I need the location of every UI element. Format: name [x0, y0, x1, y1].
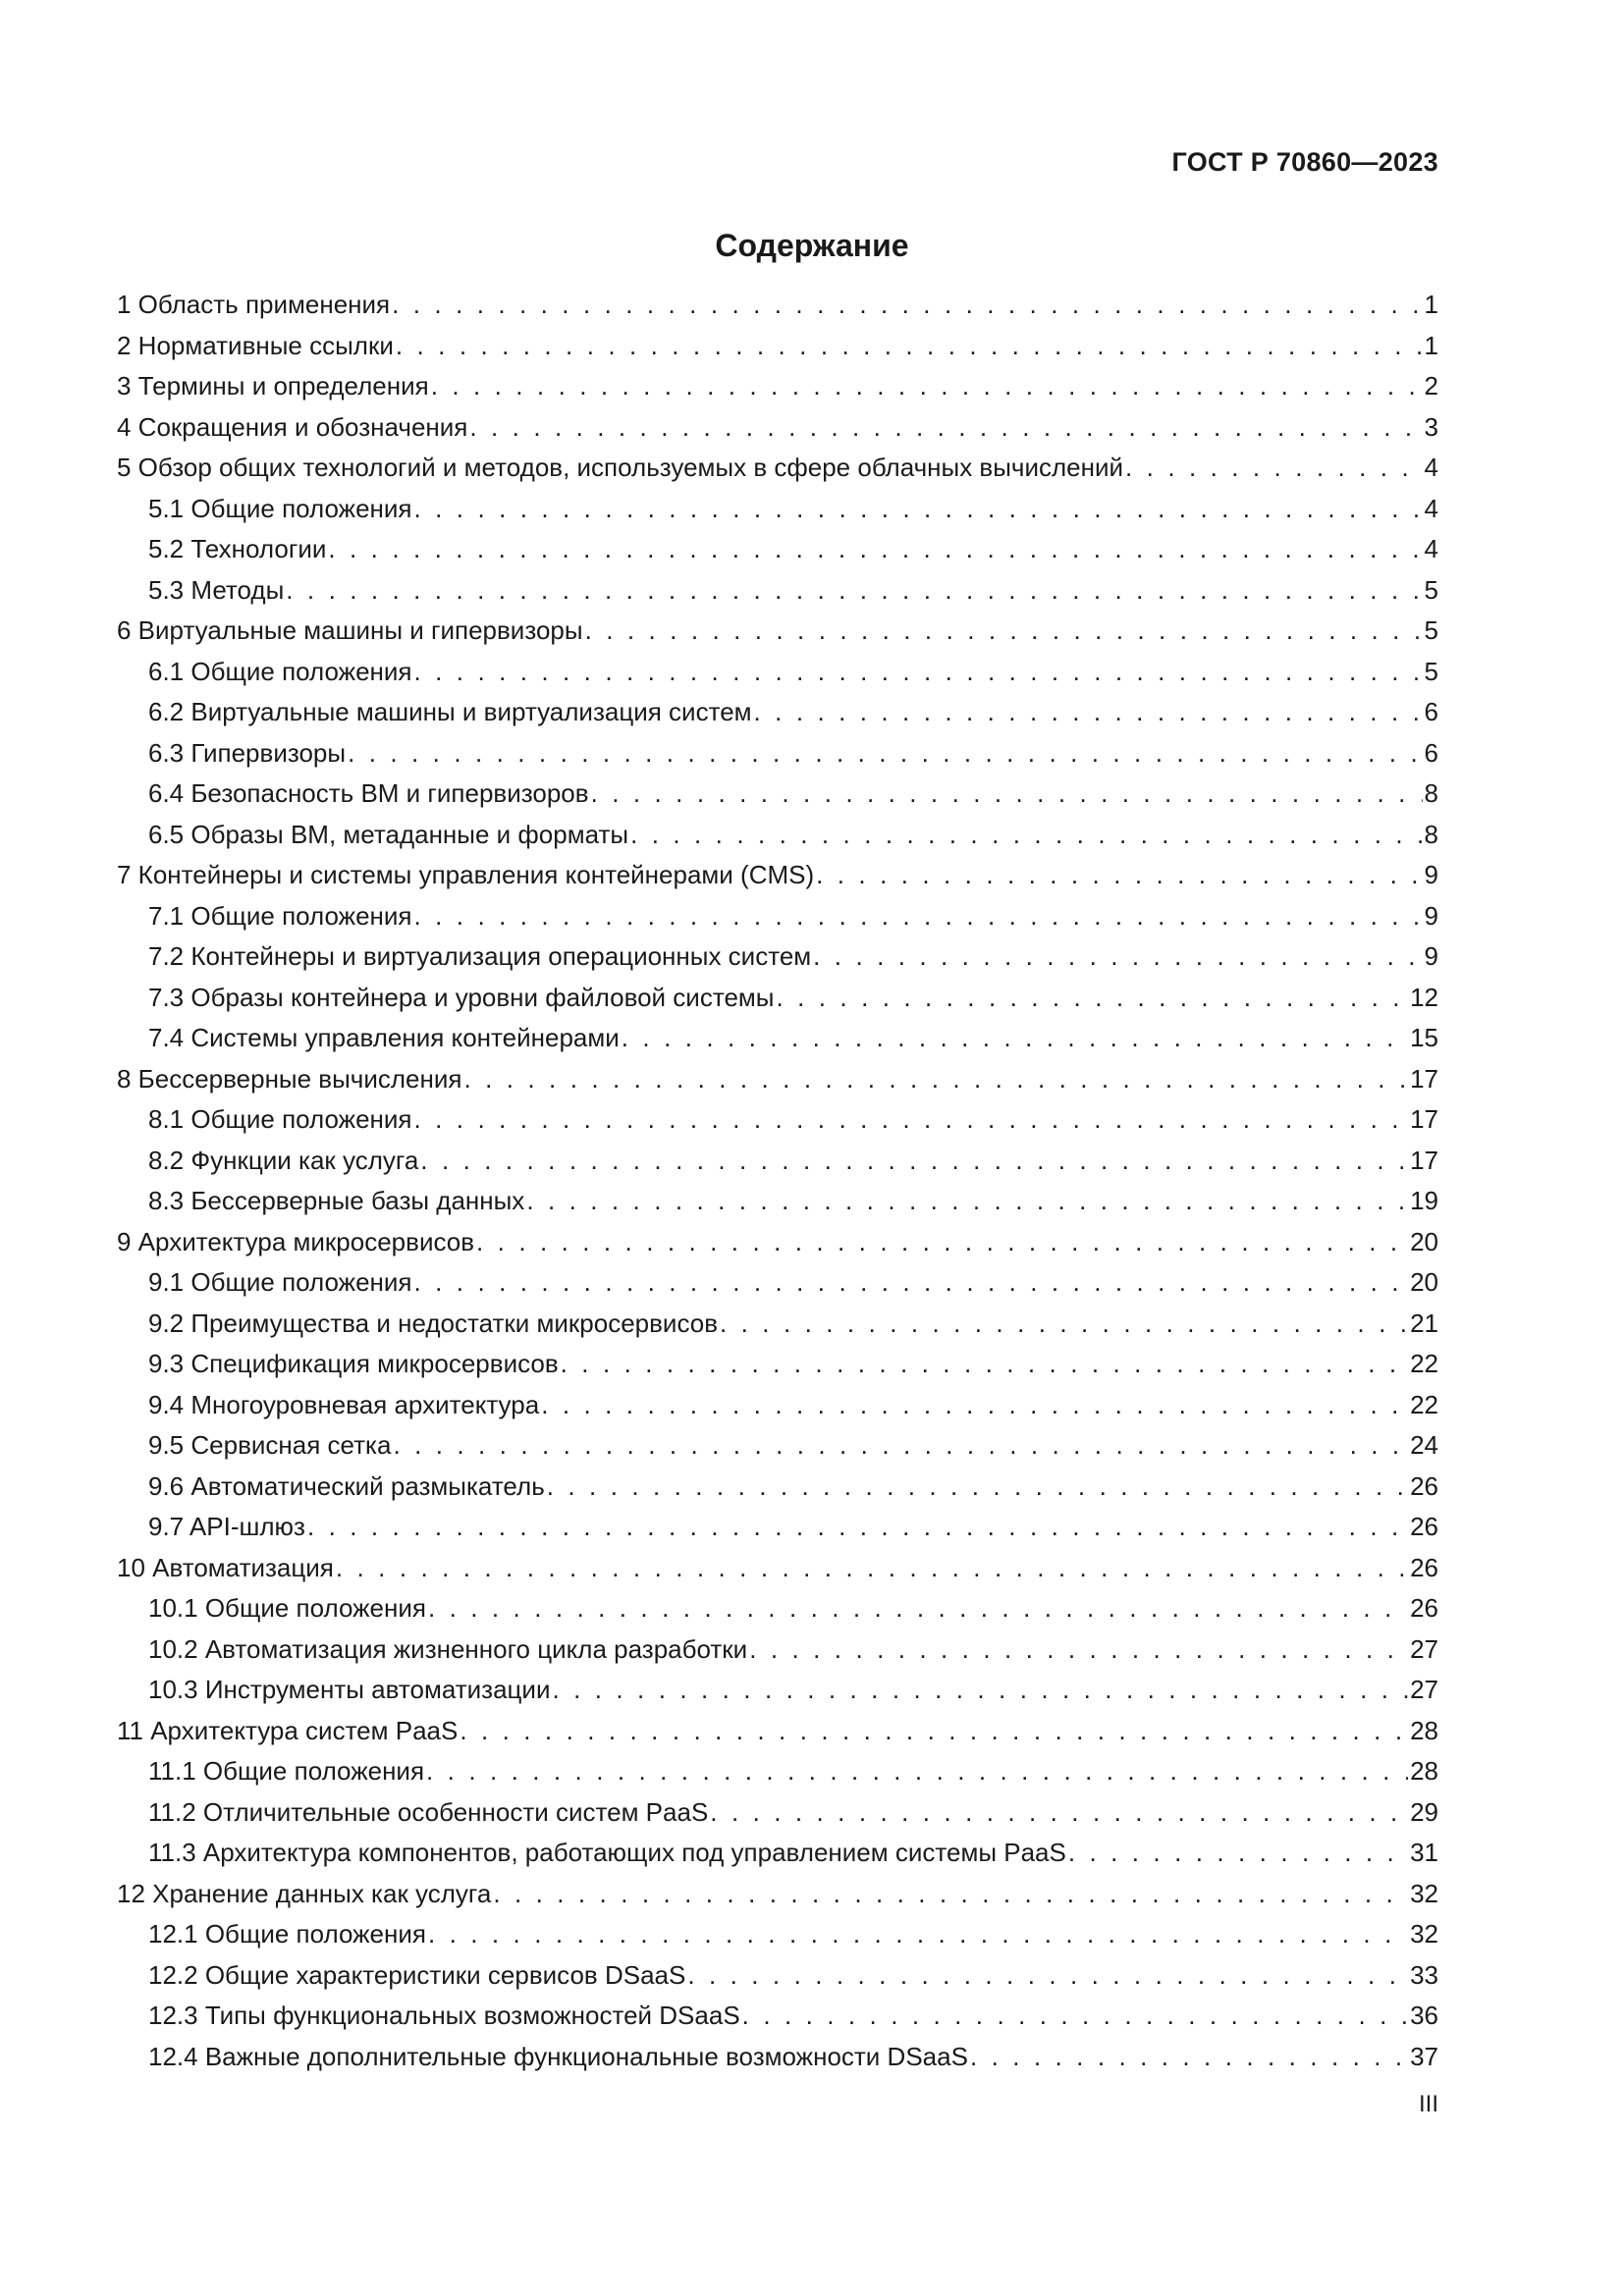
toc-entry[interactable] [117, 774, 1438, 815]
toc-dot-leader [816, 855, 1422, 896]
toc-entry-page: 20 [1410, 1226, 1438, 1256]
toc-entry-page: 28 [1410, 1756, 1438, 1786]
toc-dot-leader [393, 1425, 1408, 1467]
toc-entry[interactable] [117, 815, 1438, 856]
toc-dot-leader [561, 1344, 1408, 1385]
toc-entry-page: 32 [1410, 1878, 1438, 1908]
toc-entry-page: 33 [1410, 1959, 1438, 1990]
toc-entry-label: 6.2 Виртуальные машины и виртуализация систем [148, 697, 752, 726]
toc-entry[interactable] [117, 1467, 1438, 1508]
toc-entry-page: 24 [1410, 1430, 1438, 1460]
toc-entry[interactable] [117, 529, 1438, 570]
toc-entry[interactable] [117, 1874, 1438, 1915]
toc-entry-page: 9 [1424, 900, 1438, 931]
toc-entry-label: 5.1 Общие положения [148, 493, 412, 523]
toc-dot-leader [591, 774, 1423, 815]
toc-entry[interactable] [117, 1914, 1438, 1955]
toc-dot-leader [1125, 448, 1423, 489]
toc-dot-leader [414, 896, 1423, 937]
toc-entry-label: 3 Термины и определения [117, 371, 429, 400]
toc-entry-label: 6 Виртуальные машины и гипервизоры [117, 615, 583, 645]
toc-dot-leader [348, 733, 1422, 774]
toc-entry-page: 19 [1410, 1186, 1438, 1215]
toc-dot-leader [476, 1222, 1408, 1263]
toc-dot-leader [1068, 1833, 1408, 1874]
toc-entry-page: 20 [1410, 1267, 1438, 1297]
toc-dot-leader [541, 1385, 1408, 1426]
toc-dot-leader [585, 611, 1423, 652]
toc-entry[interactable] [117, 692, 1438, 733]
toc-entry-page: 1 [1424, 330, 1438, 360]
toc-entry[interactable] [117, 1181, 1438, 1222]
toc-entry-page: 26 [1410, 1470, 1438, 1501]
toc-dot-leader [970, 2037, 1408, 2078]
toc-dot-leader [428, 1588, 1408, 1629]
page-number: III [1418, 2091, 1438, 2117]
toc-dot-leader [622, 1018, 1408, 1059]
toc-entry[interactable] [117, 733, 1438, 774]
toc-entry[interactable] [117, 1304, 1438, 1345]
document-id-header: ГОСТ Р 70860—2023 [1171, 147, 1438, 177]
toc-entry-label: 9.6 Автоматический размыкатель [148, 1470, 545, 1501]
toc-entry-label: 11.2 Отличительные особенности систем PaaS [148, 1796, 709, 1827]
toc-entry-label: 6.1 Общие положения [148, 656, 412, 686]
toc-entry[interactable] [117, 1099, 1438, 1141]
toc-dot-leader [392, 285, 1422, 326]
toc-entry-label: 12.3 Типы функциональных возможностей DSaaS [148, 2001, 740, 2030]
toc-dot-leader [720, 1304, 1408, 1345]
toc-entry-label: 6.4 Безопасность ВМ и гипервизоров [148, 778, 589, 808]
toc-entry[interactable] [117, 1670, 1438, 1711]
toc-entry-page: 17 [1410, 1063, 1438, 1094]
toc-entry-page: 29 [1410, 1796, 1438, 1827]
toc-entry[interactable] [117, 1588, 1438, 1629]
toc-entry-page: 12 [1410, 982, 1438, 1012]
toc-entry-label: 5 Обзор общих технологий и методов, используемых в сфере облачных вычислений [117, 453, 1124, 482]
toc-entry[interactable] [117, 366, 1438, 407]
toc-entry-page: 37 [1410, 2041, 1438, 2071]
toc-entry-label: 6.3 Гипервизоры [148, 737, 347, 768]
toc-dot-leader [749, 1629, 1408, 1671]
toc-entry-label: 11.3 Архитектура компонентов, работающих под управлением системы PaaS [148, 1838, 1066, 1867]
toc-entry-page: 26 [1410, 1512, 1438, 1541]
toc-entry[interactable] [117, 1996, 1438, 2037]
toc-entry-label: 9.2 Преимущества и недостатки микросервисов [148, 1308, 719, 1338]
toc-dot-leader [776, 978, 1408, 1019]
toc-dot-leader [414, 652, 1423, 693]
toc-entry-label: 7.4 Системы управления контейнерами [148, 1023, 620, 1052]
toc-entry[interactable] [117, 611, 1438, 652]
toc-entry-label: 6.5 Образы ВМ, метаданные и форматы [148, 819, 629, 849]
toc-entry[interactable] [117, 936, 1438, 978]
toc-entry-label: 9.5 Сервисная сетка [148, 1430, 392, 1460]
toc-entry[interactable] [117, 1629, 1438, 1671]
toc-entry-label: 11.1 Общие положения [148, 1756, 425, 1786]
toc-entry-page: 27 [1410, 1633, 1438, 1664]
toc-dot-leader [414, 1262, 1409, 1304]
toc-entry[interactable] [117, 1425, 1438, 1467]
toc-entry-page: 6 [1424, 737, 1438, 768]
toc-dot-leader [431, 366, 1423, 407]
toc-dot-leader [754, 692, 1423, 733]
toc-entry[interactable] [117, 1792, 1438, 1834]
toc-dot-leader [328, 529, 1422, 570]
toc-entry-page: 1 [1424, 290, 1438, 319]
toc-dot-leader [742, 1996, 1408, 2037]
toc-entry[interactable] [117, 448, 1438, 489]
toc-entry-label: 4 Сокращения и обозначения [117, 411, 468, 442]
toc-entry[interactable] [117, 1751, 1438, 1792]
toc-entry-page: 4 [1424, 534, 1438, 563]
toc-entry-label: 7.3 Образы контейнера и уровни файловой системы [148, 982, 775, 1012]
toc-entry-label: 8.2 Функции как услуга [148, 1145, 419, 1175]
toc-entry-page: 32 [1410, 1919, 1438, 1949]
toc-entry[interactable] [117, 326, 1438, 367]
toc-dot-leader [526, 1181, 1408, 1222]
toc-entry-label: 10.3 Инструменты автоматизации [148, 1675, 551, 1704]
toc-entry-label: 5.3 Методы [148, 574, 285, 605]
toc-entry-label: 8.3 Бессерверные базы данных [148, 1186, 525, 1215]
toc-entry-page: 17 [1410, 1145, 1438, 1175]
toc-entry[interactable] [117, 1344, 1438, 1385]
toc-entry[interactable] [117, 1507, 1438, 1548]
toc-dot-leader [710, 1792, 1408, 1834]
toc-dot-leader [463, 1059, 1408, 1100]
toc-entry-label: 2 Нормативные ссылки [117, 330, 394, 360]
toc-dot-leader [547, 1467, 1408, 1508]
toc-entry-page: 2 [1424, 371, 1438, 400]
toc-entry-page: 22 [1410, 1349, 1438, 1378]
toc-entry-page: 26 [1410, 1552, 1438, 1582]
toc-entry-page: 5 [1424, 656, 1438, 686]
toc-entry[interactable] [117, 1262, 1438, 1304]
toc-entry[interactable] [117, 1059, 1438, 1100]
page-title: Содержание [715, 228, 909, 263]
toc-entry-page: 5 [1424, 574, 1438, 605]
toc-entry[interactable] [117, 1222, 1438, 1263]
toc-entry-page: 31 [1410, 1838, 1438, 1867]
toc-dot-leader [493, 1874, 1408, 1915]
toc-entry-page: 8 [1424, 819, 1438, 849]
toc-entry-page: 22 [1410, 1389, 1438, 1419]
toc-entry-page: 9 [1424, 860, 1438, 889]
toc-entry[interactable] [117, 1833, 1438, 1874]
toc-dot-leader [426, 1751, 1408, 1792]
toc-entry-page: 9 [1424, 941, 1438, 971]
toc-entry-page: 28 [1410, 1715, 1438, 1745]
toc-dot-leader [460, 1711, 1408, 1752]
toc-dot-leader [414, 1099, 1409, 1141]
toc-entry-label: 9.7 API-шлюз [148, 1512, 305, 1541]
toc-entry[interactable] [117, 855, 1438, 896]
toc-entry-label: 8.1 Общие положения [148, 1104, 412, 1134]
toc-entry[interactable] [117, 652, 1438, 693]
toc-entry-label: 1 Область применения [117, 290, 391, 319]
toc-entry-label: 12.4 Важные дополнительные функциональные возможности DSaaS [148, 2041, 968, 2071]
toc-dot-leader [307, 1507, 1408, 1548]
toc-entry[interactable] [117, 1548, 1438, 1589]
toc-entry[interactable] [117, 1385, 1438, 1426]
toc-entry-page: 5 [1424, 615, 1438, 645]
toc-entry[interactable] [117, 896, 1438, 937]
toc-entry-page: 17 [1410, 1104, 1438, 1134]
toc-entry-label: 8 Бессерверные вычисления [117, 1063, 462, 1094]
toc-entry[interactable] [117, 978, 1438, 1019]
toc-entry-page: 4 [1424, 493, 1438, 523]
toc-dot-leader [552, 1670, 1408, 1711]
toc-entry-label: 5.2 Технологии [148, 534, 327, 563]
toc-dot-leader [396, 326, 1423, 367]
toc-dot-leader [687, 1955, 1408, 1997]
toc-entry[interactable] [117, 570, 1438, 612]
toc-entry-label: 12.2 Общие характеристики сервисов DSaaS [148, 1959, 686, 1990]
toc-entry-label: 9.3 Спецификация микросервисов [148, 1349, 559, 1378]
toc-dot-leader [428, 1914, 1408, 1955]
toc-dot-leader [469, 407, 1422, 449]
toc-entry-page: 36 [1410, 2001, 1438, 2030]
toc-entry[interactable] [117, 1141, 1438, 1182]
toc-entry-page: 6 [1424, 697, 1438, 726]
toc-entry[interactable] [117, 489, 1438, 530]
toc-entry-label: 10.2 Автоматизация жизненного цикла разработки [148, 1633, 748, 1664]
toc-entry[interactable] [117, 407, 1438, 449]
toc-entry-label: 9 Архитектура микросервисов [117, 1226, 475, 1256]
toc-entry[interactable] [117, 1711, 1438, 1752]
toc-dot-leader [813, 936, 1422, 978]
toc-entry[interactable] [117, 1018, 1438, 1059]
toc-dot-leader [414, 489, 1423, 530]
toc-dot-leader [630, 815, 1422, 856]
toc-entry-label: 12.1 Общие положения [148, 1919, 426, 1949]
toc-entry-label: 7 Контейнеры и системы управления контейнерами (CMS) [117, 860, 815, 889]
toc-entry-page: 26 [1410, 1593, 1438, 1623]
toc-entry-page: 15 [1410, 1023, 1438, 1052]
toc-dot-leader [420, 1141, 1408, 1182]
toc-entry-label: 9.1 Общие положения [148, 1267, 412, 1297]
toc-entry-label: 9.4 Многоуровневая архитектура [148, 1389, 540, 1419]
toc-entry[interactable] [117, 1955, 1438, 1997]
toc-entry-label: 7.2 Контейнеры и виртуализация операционных систем [148, 941, 812, 971]
toc-dot-leader [286, 570, 1422, 612]
toc-entry-page: 8 [1424, 778, 1438, 808]
toc-entry-label: 10.1 Общие положения [148, 1593, 426, 1623]
toc-entry-page: 21 [1410, 1308, 1438, 1338]
toc-entry-label: 11 Архитектура систем PaaS [117, 1715, 459, 1745]
toc-entry-label: 12 Хранение данных как услуга [117, 1878, 492, 1908]
toc-entry[interactable] [117, 2037, 1438, 2078]
toc-entry-label: 7.1 Общие положения [148, 900, 412, 931]
toc-entry-page: 4 [1424, 453, 1438, 482]
toc-entry-label: 10 Автоматизация [117, 1552, 334, 1582]
toc-entry-page: 27 [1410, 1675, 1438, 1704]
toc-entry[interactable] [117, 285, 1438, 326]
table-of-contents [117, 285, 1438, 2077]
toc-dot-leader [336, 1548, 1408, 1589]
toc-entry-page: 3 [1424, 411, 1438, 442]
